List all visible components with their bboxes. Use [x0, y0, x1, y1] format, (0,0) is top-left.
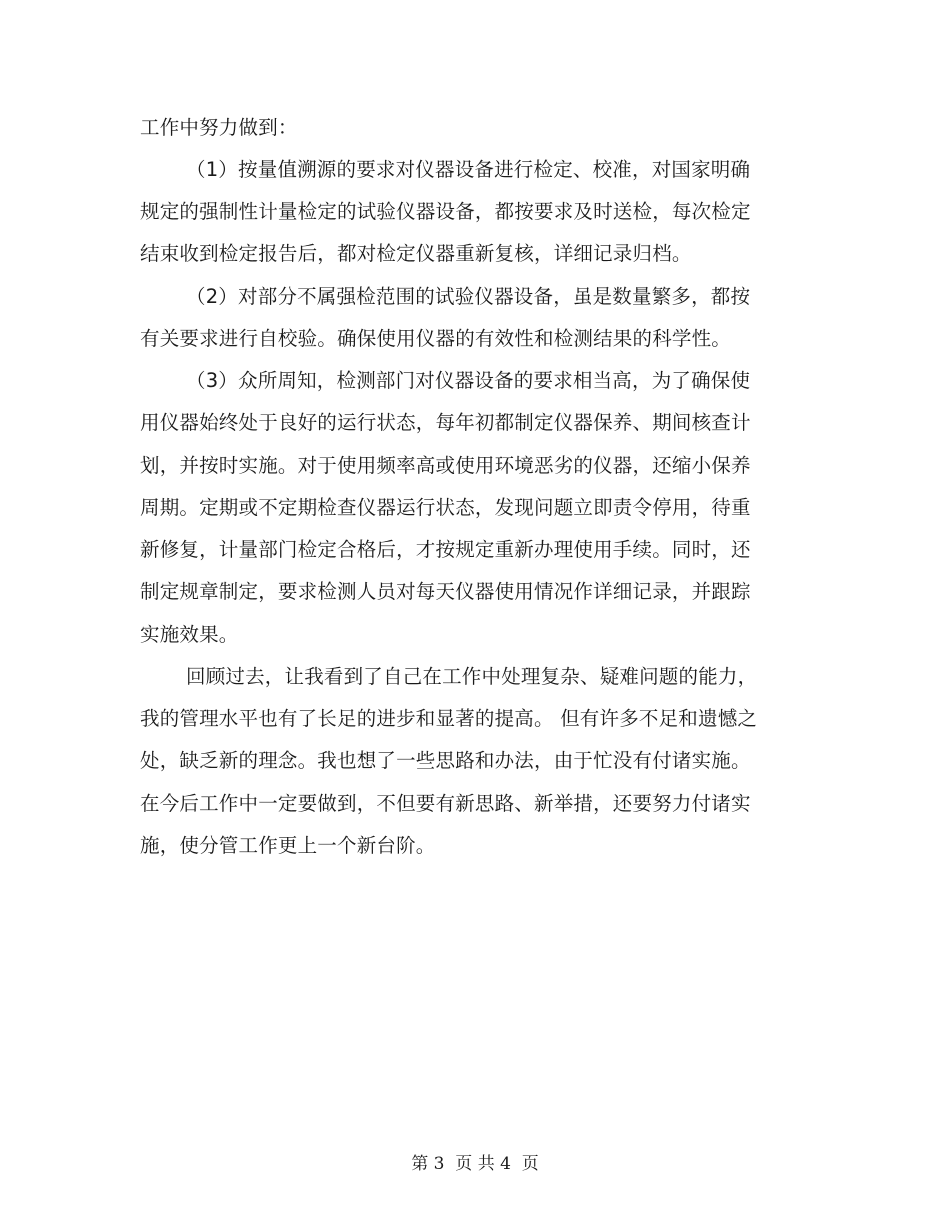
- text-line-11: 新修复，计量部门检定合格后，才按规定重新办理使用手续。同时，还: [140, 538, 751, 561]
- text-line-15: 我的管理水平也有了长足的进步和显著的提高。 但有许多不足和遗憾之: [140, 707, 758, 730]
- text-line-10: 周期。定期或不定期检查仪器运行状态，发现问题立即责令停用，待重: [140, 496, 751, 519]
- text-line-7: （3）众所周知，检测部门对仪器设备的要求相当高，为了确保使: [186, 369, 751, 392]
- text-line-1: 工作中努力做到：: [140, 116, 298, 139]
- text-line-4: 结束收到检定报告后，都对检定仪器重新复核，详细记录归档。: [140, 242, 692, 265]
- text-line-5: （2）对部分不属强检范围的试验仪器设备，虽是数量繁多，都按: [186, 285, 751, 308]
- text-line-9: 划，并按时实施。对于使用频率高或使用环境恶劣的仪器，还缩小保养: [140, 454, 751, 477]
- text-line-8: 用仪器始终处于良好的运行状态，每年初都制定仪器保养、期间核查计: [140, 411, 751, 434]
- text-line-3: 规定的强制性计量检定的试验仪器设备，都按要求及时送检，每次检定: [140, 200, 751, 223]
- text-line-18: 施，使分管工作更上一个新台阶。: [140, 834, 436, 857]
- text-line-2: （1）按量值溯源的要求对仪器设备进行检定、校准，对国家明确: [186, 158, 751, 181]
- text-line-13: 实施效果。: [140, 623, 239, 646]
- text-line-6: 有关要求进行自校验。确保使用仪器的有效性和检测结果的科学性。: [140, 327, 732, 350]
- text-line-17: 在今后工作中一定要做到，不但要有新思路、新举措，还要努力付诸实: [140, 792, 751, 815]
- text-line-12: 制定规章制定，要求检测人员对每天仪器使用情况作详细记录，并跟踪: [140, 580, 751, 603]
- page-number-footer: 第 3 页 共 4 页: [411, 1154, 539, 1174]
- text-line-16: 处，缺乏新的理念。我也想了一些思路和办法，由于忙没有付诸实施。: [140, 749, 751, 772]
- text-line-14: 回顾过去，让我看到了自己在工作中处理复杂、疑难问题的能力，: [186, 665, 758, 688]
